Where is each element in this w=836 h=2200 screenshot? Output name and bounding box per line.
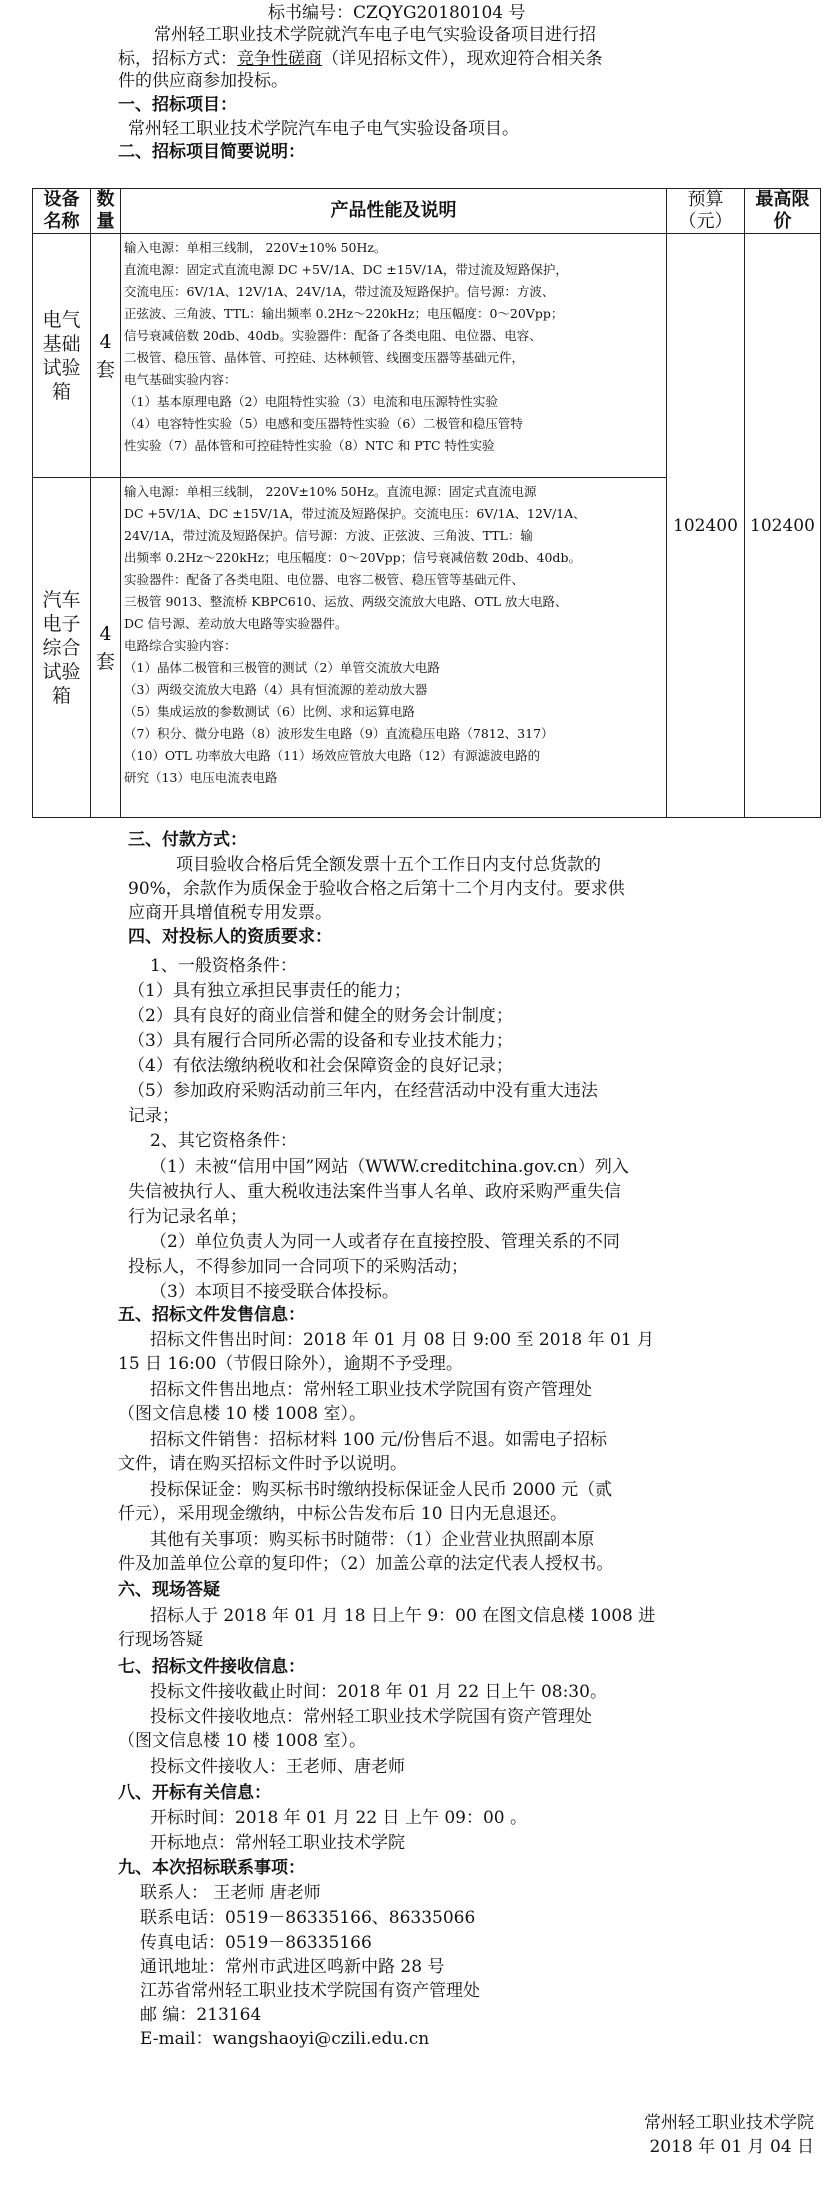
payment-line-1: 项目验收合格后凭全额发票十五个工作日内支付总货款的 (176, 855, 601, 875)
row1-name: 电气 基础 试验 箱 (33, 234, 91, 478)
section4-heading: 四、对投标人的资质要求： (128, 927, 332, 947)
list-item: 失信被执行人、重大税收违法案件当事人名单、政府采购严重失信 (128, 1182, 621, 1202)
intro-line-3: 件的供应商参加投标。 (118, 71, 288, 91)
sale-line: 仟元），采用现金缴纳，中标公告发布后 10 日内无息退还。 (118, 1504, 567, 1524)
list-item: （4）有依法缴纳税收和社会保障资金的良好记录； (128, 1056, 513, 1076)
row1-qty: 4 套 (91, 234, 121, 478)
intro-line-1: 常州轻工职业技术学院就汽车电子电气实验设备项目进行招 (154, 25, 596, 45)
col-header-name: 设备 名称 (33, 189, 91, 234)
budget-cell: 102400 (667, 234, 745, 818)
list-item: 行为记录名单； (128, 1207, 247, 1227)
contact-line: 通讯地址：常州市武进区鸣新中路 28 号 (140, 1957, 445, 1977)
list-item: （5）参加政府采购活动前三年内，在经营活动中没有重大违法 (128, 1081, 598, 1101)
sale-line: 招标文件售出时间：2018 年 01 月 08 日 9:00 至 2018 年 01 月 (150, 1330, 655, 1350)
col-header-desc: 产品性能及说明 (121, 189, 667, 234)
list-item: （2）单位负责人为同一人或者存在直接控股、管理关系的不同 (150, 1232, 620, 1252)
contact-line: 联系电话：0519－86335166、86335066 (140, 1908, 476, 1928)
sale-line: 其他有关事项：购买标书时随带：（1）企业营业执照副本原 (150, 1530, 595, 1550)
row1-desc: 输入电源：单相三线制， 220V±10% 50Hz。 直流电源：固定式直流电源 DC +5V/1A、DC ±15V/1A，带过流及短路保护， 交流电压：6V/1A、12V/1A、24V/1A，带过流及短路保护。信号源：方波、 正弦波、三角波、TTL：输出频率 0.2Hz～220kHz；电压幅度：0～20Vpp； 信号衰减倍数 20db、40db。实验器件：配备了各类电阻、电位器、电容、 二极管、稳压管、晶体管、可控硅、达林顿管、线圈变压器等基础元件， 电气基础实验内容： （1）基本原理电路（2）电阻特性实验（3）电流和电压源特性实验 （4）电容特性实验（5）电感和变压器特性实验（6）二极管和稳压管特 性实验（7）晶体管和可控硅特性实验（8）NTC 和 PTC 特性实验 (121, 234, 667, 478)
contact-line: 江苏省常州轻工职业技术学院国有资产管理处 (140, 1981, 480, 2001)
qa-line: 行现场答疑 (118, 1630, 203, 1650)
sale-line: 文件，请在购买招标文件时予以说明。 (118, 1454, 407, 1474)
intro-line-2: 标，招标方式：竞争性磋商（详见招标文件），现欢迎符合相关条 (118, 49, 603, 69)
payment-line-3: 应商开具增值税专用发票。 (128, 903, 332, 923)
table-header-row (33, 189, 821, 234)
general-title: 1、一般资格条件： (150, 956, 297, 976)
section5-heading: 五、招标文件发售信息： (118, 1305, 305, 1325)
section6-heading: 六、现场答疑 (118, 1580, 220, 1600)
max-price-cell: 102400 (745, 234, 821, 818)
spec-table (32, 188, 821, 818)
row2-desc: 输入电源：单相三线制， 220V±10% 50Hz。直流电源：固定式直流电源 DC +5V/1A、DC ±15V/1A，带过流及短路保护。交流电压：6V/1A、12V/1A、 24V/1A，带过流及短路保护。信号源：方波、正弦波、三角波、TTL：输 出频率 0.2Hz～220kHz；电压幅度：0～20Vpp；信号衰减倍数 20db、40db。 实验器件：配备了各类电阻、电位器、电容二极管、稳压管等基础元件、 三极管 9013、整流桥 KBPC610、运放、两级交流放大电路、OTL 放大电路、 DC 信号源、差动放大电路等实验器件。 电路综合实验内容： （1）晶体二极管和三极管的测试（2）单管交流放大电路 （3）两级交流放大电路（4）具有恒流源的差动放大器 （5）集成运放的参数测试（6）比例、求和运算电路 （7）积分、微分电路（8）波形发生电路（9）直流稳压电路（7812、317） （10）OTL 功率放大电路（11）场效应管放大电路（12）有源滤波电路的 研究（13）电压电流表电路 (121, 478, 667, 818)
section3-heading: 三、付款方式： (128, 830, 247, 850)
col-header-budget: 预算 （元） (667, 189, 745, 234)
section1-heading: 一、招标项目： (118, 95, 237, 115)
sale-line: 件及加盖单位公章的复印件；（2）加盖公章的法定代表人授权书。 (118, 1554, 614, 1574)
col-header-qty: 数 量 (91, 189, 121, 234)
receive-line: 投标文件接收截止时间：2018 年 01 月 22 日上午 08:30。 (150, 1682, 607, 1702)
sale-line: 15 日 16:00（节假日除外），逾期不予受理。 (118, 1354, 463, 1374)
list-item: （2）具有良好的商业信誉和健全的财务会计制度； (128, 1006, 513, 1026)
payment-line-2: 90%，余款作为质保金于验收合格之后第十二个月内支付。要求供 (128, 879, 625, 899)
section8-heading: 八、开标有关信息： (118, 1783, 271, 1803)
list-item: 投标人，不得参加同一合同项下的采购活动； (128, 1257, 468, 1277)
signature-org: 常州轻工职业技术学院 (644, 2113, 814, 2133)
bidding-method: 竞争性磋商 (237, 49, 322, 69)
sale-line: 招标文件销售：招标材料 100 元/份售后不退。如需电子招标 (150, 1430, 607, 1450)
row2-qty: 4 套 (91, 478, 121, 818)
contact-line: 联系人： 王老师 唐老师 (140, 1883, 321, 1903)
list-item: （1）具有独立承担民事责任的能力； (128, 981, 411, 1001)
list-item: （3）具有履行合同所必需的设备和专业技术能力； (128, 1031, 513, 1051)
sale-line: 投标保证金：购买标书时缴纳投标保证金人民币 2000 元（贰 (150, 1480, 613, 1500)
other-title: 2、其它资格条件： (150, 1131, 297, 1151)
contact-line: 传真电话：0519－86335166 (140, 1933, 372, 1953)
contact-email: E-mail：wangshaoyi@czili.edu.cn (140, 2029, 430, 2049)
section9-heading: 九、本次招标联系事项： (118, 1858, 305, 1878)
list-item: 记录； (128, 1106, 179, 1126)
list-item: （3）本项目不接受联合体投标。 (150, 1282, 399, 1302)
section2-heading: 二、招标项目简要说明： (118, 142, 305, 162)
opening-line: 开标地点：常州轻工职业技术学院 (150, 1833, 405, 1853)
section7-heading: 七、招标文件接收信息： (118, 1657, 305, 1677)
col-header-max-price: 最高限 价 (745, 189, 821, 234)
sale-line: 招标文件售出地点：常州轻工职业技术学院国有资产管理处 (150, 1380, 592, 1400)
contact-line: 邮 编：213164 (140, 2005, 262, 2025)
signature-date: 2018 年 01 月 04 日 (649, 2137, 814, 2157)
sale-line: （图文信息楼 10 楼 1008 室）。 (118, 1404, 367, 1424)
section1-text: 常州轻工职业技术学院汽车电子电气实验设备项目。 (128, 119, 519, 139)
qa-line: 招标人于 2018 年 01 月 18 日上午 9：00 在图文信息楼 1008 进 (150, 1606, 656, 1626)
receive-line: （图文信息楼 10 楼 1008 室）。 (118, 1731, 367, 1751)
opening-line: 开标时间：2018 年 01 月 22 日 上午 09：00 。 (150, 1808, 528, 1828)
receive-line: 投标文件接收地点：常州轻工职业技术学院国有资产管理处 (150, 1707, 592, 1727)
list-item: （1）未被“信用中国”网站（WWW.creditchina.gov.cn）列入 (150, 1157, 629, 1177)
receive-line: 投标文件接收人：王老师、唐老师 (150, 1757, 405, 1777)
row2-name: 汽车 电子 综合 试验 箱 (33, 478, 91, 818)
table-row (33, 234, 821, 478)
tender-number: 标书编号：CZQYG20180104 号 (268, 3, 526, 23)
